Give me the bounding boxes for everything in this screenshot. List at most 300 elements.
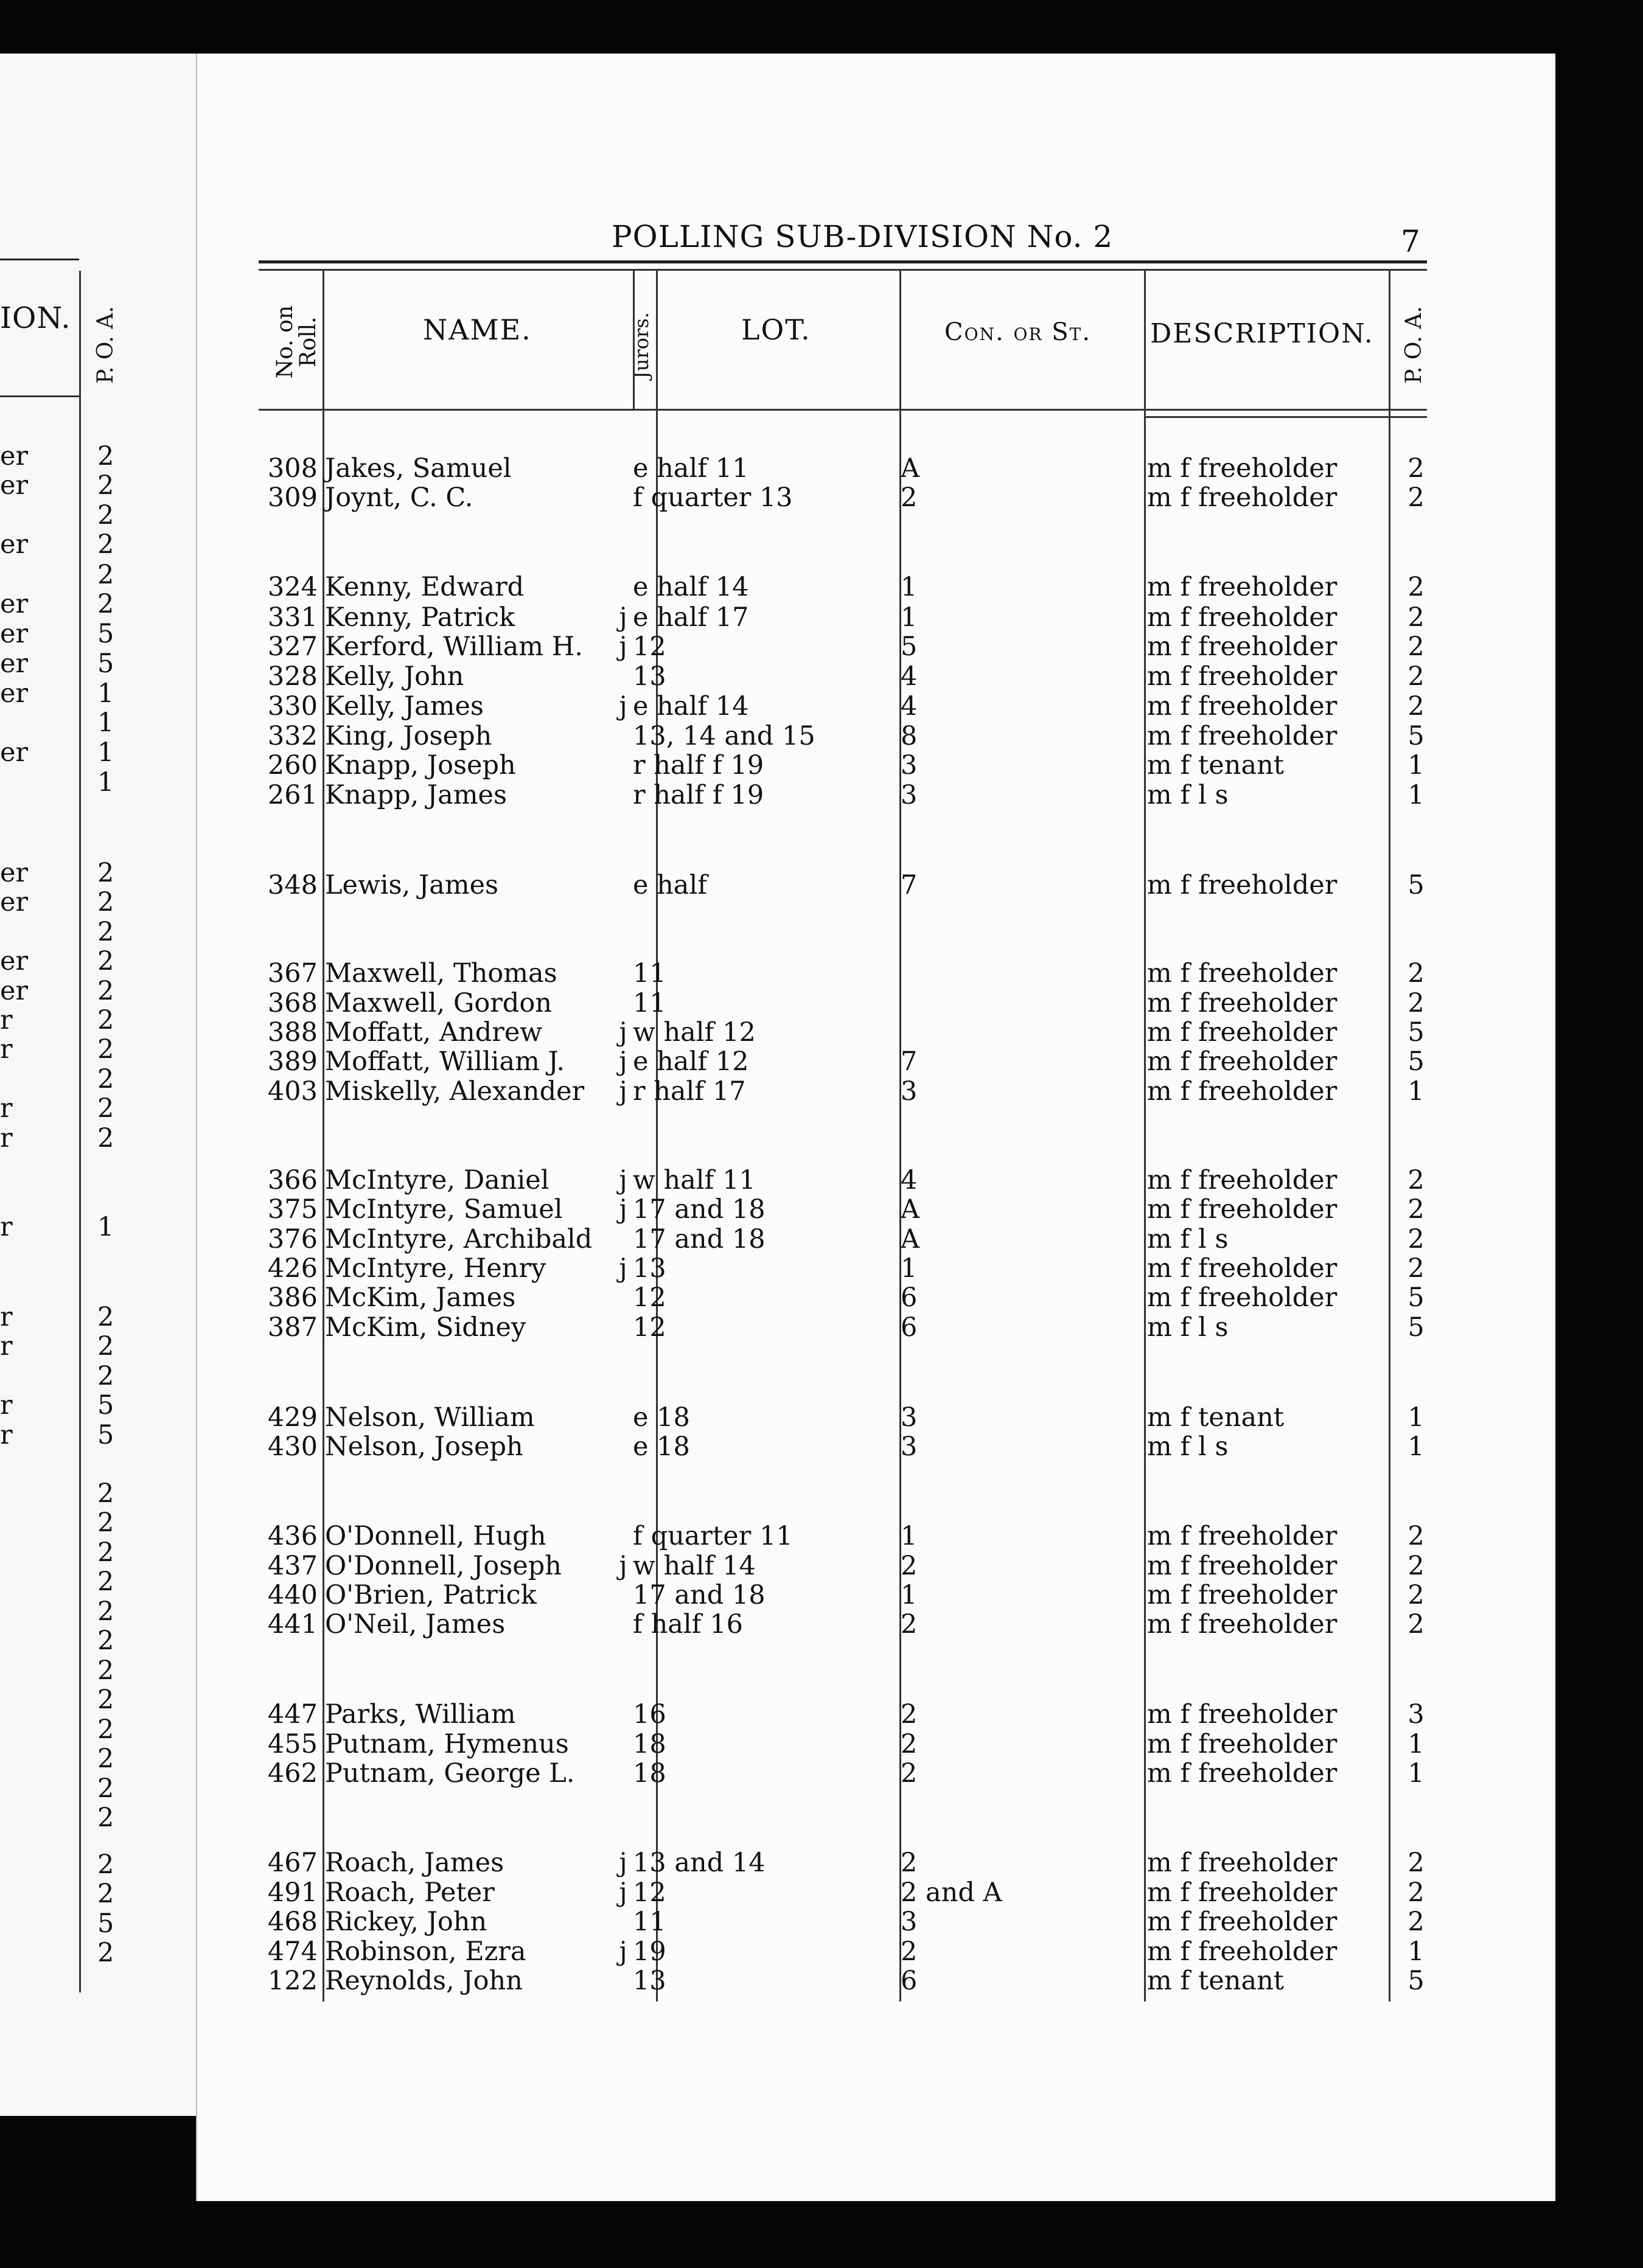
left-poa-value: 2 <box>97 858 114 888</box>
post-office: 1 <box>1408 1402 1425 1433</box>
roll-number: 430 <box>267 1431 318 1462</box>
header-rule-bottom <box>259 269 1427 271</box>
roll-number: 368 <box>267 988 318 1018</box>
concession: 3 <box>901 1076 918 1107</box>
voter-name: Kelly, James <box>325 691 484 722</box>
voter-name: Kenny, Patrick <box>325 602 515 633</box>
juror-mark: j <box>619 1194 627 1225</box>
lot: e half 11 <box>633 453 749 484</box>
description: m f freeholder <box>1147 1729 1338 1759</box>
table-row <box>196 1699 1443 1730</box>
post-office: 2 <box>1408 602 1425 633</box>
post-office: 1 <box>1408 1076 1425 1107</box>
left-desc-fragment: er <box>0 470 29 501</box>
left-poa-value: 5 <box>97 1420 114 1450</box>
lot: e half 17 <box>633 602 749 633</box>
description: m f tenant <box>1147 750 1285 781</box>
concession: 2 <box>901 1758 918 1789</box>
lot: 17 and 18 <box>633 1580 766 1610</box>
voter-name: Roach, Peter <box>325 1877 495 1908</box>
concession: 1 <box>901 602 918 633</box>
column-header-rule-2 <box>1144 416 1427 418</box>
post-office: 1 <box>1408 1758 1425 1789</box>
juror-mark: j <box>619 1076 627 1107</box>
post-office: 2 <box>1408 482 1425 513</box>
lot: 12 <box>633 631 666 662</box>
post-office: 1 <box>1408 1936 1425 1967</box>
description: m f freeholder <box>1147 661 1338 692</box>
lot: e 18 <box>633 1431 690 1462</box>
left-poa-value: 2 <box>97 1064 114 1094</box>
left-desc-fragment: r <box>0 1390 13 1421</box>
left-desc-fragment: er <box>0 441 29 471</box>
voter-name: Nelson, William <box>325 1402 535 1433</box>
description: m f freeholder <box>1147 1017 1338 1048</box>
concession: 1 <box>901 572 918 602</box>
voter-name: O'Donnell, Hugh <box>325 1521 546 1551</box>
roll-number: 309 <box>267 482 318 513</box>
lot: f quarter 11 <box>633 1521 793 1551</box>
lot: w half 14 <box>633 1551 756 1581</box>
roll-number: 403 <box>267 1076 318 1107</box>
concession: 3 <box>901 1402 918 1433</box>
left-top-rule <box>0 259 79 260</box>
left-poa-value: 5 <box>97 649 114 679</box>
description: m f freeholder <box>1147 631 1338 662</box>
concession: 2 and A <box>901 1877 1002 1908</box>
table-row <box>196 1194 1443 1225</box>
left-desc-fragment: er <box>0 589 29 619</box>
description: m f freeholder <box>1147 1758 1338 1789</box>
table-row <box>196 1282 1443 1313</box>
post-office: 1 <box>1408 780 1425 810</box>
left-poa-value: 5 <box>97 1390 114 1421</box>
voter-name: Kelly, John <box>325 661 464 692</box>
roll-number: 367 <box>267 958 318 989</box>
voter-name: Kerford, William H. <box>325 631 583 662</box>
table-row <box>196 602 1443 633</box>
roll-number: 324 <box>267 572 318 602</box>
voter-name: O'Brien, Patrick <box>325 1580 537 1610</box>
juror-mark: j <box>619 1877 627 1908</box>
post-office: 2 <box>1408 1907 1425 1937</box>
lot: 13 <box>633 1253 666 1284</box>
left-desc-header: ION. <box>0 301 71 335</box>
column-header-rule <box>259 409 1427 411</box>
concession: 1 <box>901 1253 918 1284</box>
table-row <box>196 1046 1443 1077</box>
table-row <box>196 1551 1443 1581</box>
col-lot-header: LOT. <box>741 313 811 346</box>
post-office: 2 <box>1408 572 1425 602</box>
left-poa-value: 2 <box>97 1567 114 1597</box>
lot: 11 <box>633 988 666 1018</box>
roll-number: 389 <box>267 1046 318 1077</box>
juror-mark: j <box>619 691 627 722</box>
left-poa-value: 2 <box>97 441 114 471</box>
post-office: 2 <box>1408 958 1425 989</box>
description: m f freeholder <box>1147 453 1338 484</box>
roll-number: 308 <box>267 453 318 484</box>
post-office: 3 <box>1408 1699 1425 1730</box>
post-office: 1 <box>1408 1729 1425 1759</box>
post-office: 5 <box>1408 1046 1425 1077</box>
roll-number: 437 <box>267 1551 318 1581</box>
juror-mark: j <box>619 1017 627 1048</box>
left-poa-value: 1 <box>97 767 114 798</box>
lot: e half 14 <box>633 572 749 602</box>
left-desc-fragment: er <box>0 678 29 709</box>
post-office: 2 <box>1408 988 1425 1018</box>
voter-name: O'Donnell, Joseph <box>325 1551 562 1581</box>
concession: 4 <box>901 691 918 722</box>
juror-mark: j <box>619 1253 627 1284</box>
description: m f freeholder <box>1147 1282 1338 1313</box>
lot: 12 <box>633 1312 666 1343</box>
left-poa-value: 2 <box>97 1093 114 1124</box>
col-name-header: NAME. <box>423 313 532 346</box>
left-poa-value: 5 <box>97 1908 114 1939</box>
col-description-header: DESCRIPTION. <box>1150 318 1374 349</box>
roll-number: 122 <box>267 1966 318 1996</box>
post-office: 5 <box>1408 721 1425 751</box>
left-poa-value: 2 <box>97 946 114 976</box>
concession: 2 <box>901 1936 918 1967</box>
description: m f freeholder <box>1147 1521 1338 1551</box>
lot: 11 <box>633 958 666 989</box>
post-office: 2 <box>1408 1848 1425 1878</box>
left-poa-value: 2 <box>97 500 114 530</box>
concession: 1 <box>901 1521 918 1551</box>
left-desc-fragment: r <box>0 1005 13 1035</box>
lot: 13, 14 and 15 <box>633 721 815 751</box>
lot: f quarter 13 <box>633 482 793 513</box>
col-con-header: Con. or St. <box>944 318 1092 346</box>
table-row <box>196 988 1443 1018</box>
left-poa-value: 2 <box>97 1302 114 1332</box>
left-poa-value: 1 <box>97 737 114 768</box>
roll-number: 388 <box>267 1017 318 1048</box>
lot: e half 12 <box>633 1046 749 1077</box>
left-poa-value: 2 <box>97 560 114 590</box>
left-desc-fragment: r <box>0 1123 13 1153</box>
post-office: 2 <box>1408 1224 1425 1254</box>
left-poa-value: 2 <box>97 1005 114 1035</box>
concession: 6 <box>901 1282 918 1313</box>
voter-name: McIntyre, Daniel <box>325 1165 549 1195</box>
lot: 17 and 18 <box>633 1194 766 1225</box>
left-desc-fragment: r <box>0 1331 13 1362</box>
roll-number: 375 <box>267 1194 318 1225</box>
left-desc-fragment: r <box>0 1212 13 1242</box>
roll-number: 426 <box>267 1253 318 1284</box>
roll-number: 467 <box>267 1848 318 1878</box>
description: m f freeholder <box>1147 602 1338 633</box>
lot: 18 <box>633 1729 666 1759</box>
post-office: 2 <box>1408 661 1425 692</box>
left-desc-fragment: er <box>0 737 29 768</box>
table-row <box>196 1224 1443 1254</box>
juror-mark: j <box>619 1936 627 1967</box>
post-office: 2 <box>1408 453 1425 484</box>
header-rule-top <box>259 260 1427 263</box>
lot: 18 <box>633 1758 666 1789</box>
concession: 6 <box>901 1312 918 1343</box>
voter-name: Reynolds, John <box>325 1966 523 1996</box>
voter-name: Knapp, James <box>325 780 508 810</box>
roll-number: 376 <box>267 1224 318 1254</box>
juror-mark: j <box>619 602 627 633</box>
description: m f freeholder <box>1147 1699 1338 1730</box>
post-office: 2 <box>1408 1194 1425 1225</box>
description: m f freeholder <box>1147 1165 1338 1195</box>
table-row <box>196 1253 1443 1284</box>
lot: 13 and 14 <box>633 1848 766 1878</box>
left-poa-value: 2 <box>97 887 114 917</box>
concession: 4 <box>901 661 918 692</box>
concession: 2 <box>901 1609 918 1640</box>
table-row <box>196 1017 1443 1048</box>
left-poa-value: 2 <box>97 1879 114 1909</box>
roll-number: 474 <box>267 1936 318 1967</box>
voter-name: McIntyre, Archibald <box>325 1224 593 1254</box>
left-poa-value: 2 <box>97 470 114 501</box>
post-office: 1 <box>1408 750 1425 781</box>
lot: 19 <box>633 1936 666 1967</box>
table-row <box>196 691 1443 722</box>
concession: 2 <box>901 482 918 513</box>
roll-number: 440 <box>267 1580 318 1610</box>
description: m f tenant <box>1147 1966 1285 1996</box>
post-office: 2 <box>1408 1253 1425 1284</box>
description: m f l s <box>1147 1431 1229 1462</box>
table-row <box>196 1580 1443 1610</box>
left-poa-value: 2 <box>97 589 114 619</box>
left-poa-value: 2 <box>97 1744 114 1774</box>
concession: 4 <box>901 1165 918 1195</box>
description: m f freeholder <box>1147 1253 1338 1284</box>
voter-name: Nelson, Joseph <box>325 1431 523 1462</box>
description: m f l s <box>1147 780 1229 810</box>
juror-mark: j <box>619 631 627 662</box>
lot: w half 12 <box>633 1017 756 1048</box>
table-row <box>196 1165 1443 1195</box>
lot: 16 <box>633 1699 666 1730</box>
left-poa-value: 2 <box>97 1537 114 1568</box>
description: m f freeholder <box>1147 1076 1338 1107</box>
page-number: 7 <box>1401 224 1421 259</box>
roll-number: 462 <box>267 1758 318 1789</box>
lot: 11 <box>633 1907 666 1937</box>
left-desc-fragment: er <box>0 529 29 560</box>
post-office: 2 <box>1408 1877 1425 1908</box>
table-row <box>196 1907 1443 1937</box>
voter-name: O'Neil, James <box>325 1609 506 1640</box>
roll-number: 441 <box>267 1609 318 1640</box>
left-poa-value: 2 <box>97 976 114 1006</box>
left-poa-value: 2 <box>97 1626 114 1656</box>
table-row <box>196 1848 1443 1878</box>
lot: e half <box>633 870 708 900</box>
description: m f l s <box>1147 1224 1229 1254</box>
description: m f freeholder <box>1147 482 1338 513</box>
table-row <box>196 1877 1443 1908</box>
table-row <box>196 750 1443 781</box>
description: m f l s <box>1147 1312 1229 1343</box>
description: m f freeholder <box>1147 721 1338 751</box>
voter-name: Miskelly, Alexander <box>325 1076 585 1107</box>
description: m f freeholder <box>1147 1936 1338 1967</box>
left-poa-value: 2 <box>97 1773 114 1804</box>
left-desc-fragment: er <box>0 649 29 679</box>
roll-number: 332 <box>267 721 318 751</box>
roll-number: 331 <box>267 602 318 633</box>
voter-name: Rickey, John <box>325 1907 487 1937</box>
voter-name: McIntyre, Samuel <box>325 1194 563 1225</box>
left-poa-value: 2 <box>97 917 114 947</box>
description: m f freeholder <box>1147 572 1338 602</box>
voter-name: McIntyre, Henry <box>325 1253 546 1284</box>
roll-number: 447 <box>267 1699 318 1730</box>
lot: r half f 19 <box>633 780 764 810</box>
roll-number: 386 <box>267 1282 318 1313</box>
roll-number: 429 <box>267 1402 318 1433</box>
description: m f freeholder <box>1147 1551 1338 1581</box>
voter-name: Maxwell, Gordon <box>325 988 552 1018</box>
left-poa-value: 2 <box>97 1123 114 1153</box>
page-title: POLLING SUB-DIVISION No. 2 <box>612 219 1114 254</box>
description: m f freeholder <box>1147 1046 1338 1077</box>
left-poa-value: 2 <box>97 529 114 560</box>
voter-name: Knapp, Joseph <box>325 750 516 781</box>
table-row <box>196 482 1443 513</box>
left-poa-value: 1 <box>97 1212 114 1242</box>
col-no-on-roll-header: No. on Roll. <box>273 305 321 379</box>
left-header-rule <box>0 395 79 397</box>
table-row <box>196 661 1443 692</box>
concession: 2 <box>901 1699 918 1730</box>
lot: e 18 <box>633 1402 690 1433</box>
post-office: 5 <box>1408 1966 1425 1996</box>
voter-name: Putnam, George L. <box>325 1758 575 1789</box>
table-row <box>196 631 1443 662</box>
roll-number: 348 <box>267 870 318 900</box>
left-poa-value: 1 <box>97 708 114 738</box>
concession: 3 <box>901 1431 918 1462</box>
lot: 12 <box>633 1877 666 1908</box>
table-row <box>196 453 1443 484</box>
juror-mark: j <box>619 1165 627 1195</box>
left-desc-fragment: er <box>0 946 29 976</box>
left-poa-value: 2 <box>97 1596 114 1627</box>
lot: 13 <box>633 1966 666 1996</box>
voter-name: Maxwell, Thomas <box>325 958 557 989</box>
left-poa-value: 2 <box>97 1803 114 1833</box>
left-poa-value: 2 <box>97 1849 114 1880</box>
left-poa-value: 2 <box>97 1714 114 1745</box>
left-poa-value: 2 <box>97 1034 114 1065</box>
voter-name: Putnam, Hymenus <box>325 1729 569 1759</box>
lot: e half 14 <box>633 691 749 722</box>
left-poa-value: 2 <box>97 1685 114 1715</box>
table-row <box>196 870 1443 900</box>
voter-name: Jakes, Samuel <box>325 453 512 484</box>
post-office: 5 <box>1408 1282 1425 1313</box>
concession: 3 <box>901 750 918 781</box>
table-row <box>196 1936 1443 1967</box>
table-row <box>196 1402 1443 1433</box>
post-office: 1 <box>1408 1431 1425 1462</box>
left-poa-value: 2 <box>97 1331 114 1362</box>
voter-name: Joynt, C. C. <box>325 482 473 513</box>
concession: 5 <box>901 631 918 662</box>
concession: 2 <box>901 1848 918 1878</box>
concession: A <box>901 453 920 484</box>
post-office: 2 <box>1408 691 1425 722</box>
lot: r half f 19 <box>633 750 764 781</box>
left-poa-value: 2 <box>97 1478 114 1509</box>
left-poa-value: 2 <box>97 1361 114 1391</box>
lot: f half 16 <box>633 1609 743 1640</box>
left-desc-fragment: er <box>0 887 29 917</box>
voter-name: Parks, William <box>325 1699 516 1730</box>
concession: 7 <box>901 1046 918 1077</box>
post-office: 2 <box>1408 1521 1425 1551</box>
juror-mark: j <box>619 1848 627 1878</box>
table-row <box>196 1076 1443 1107</box>
roll-number: 468 <box>267 1907 318 1937</box>
voter-name: Kenny, Edward <box>325 572 525 602</box>
concession: 1 <box>901 1580 918 1610</box>
left-poa-value: 1 <box>97 678 114 709</box>
voter-name: Robinson, Ezra <box>325 1936 526 1967</box>
table-row <box>196 1609 1443 1640</box>
concession: 2 <box>901 1729 918 1759</box>
concession: 6 <box>901 1966 918 1996</box>
description: m f freeholder <box>1147 1609 1338 1640</box>
description: m f freeholder <box>1147 691 1338 722</box>
table-row <box>196 1431 1443 1462</box>
roll-number: 366 <box>267 1165 318 1195</box>
roll-number: 491 <box>267 1877 318 1908</box>
juror-mark: j <box>619 1551 627 1581</box>
table-row <box>196 780 1443 810</box>
table-row <box>196 1312 1443 1343</box>
table-row <box>196 1729 1443 1759</box>
concession: 3 <box>901 780 918 810</box>
left-desc-fragment: er <box>0 619 29 649</box>
concession: 2 <box>901 1551 918 1581</box>
concession: A <box>901 1224 920 1254</box>
post-office: 5 <box>1408 870 1425 900</box>
table-row <box>196 1966 1443 1996</box>
roll-number: 330 <box>267 691 318 722</box>
roll-number: 261 <box>267 780 318 810</box>
roll-number: 327 <box>267 631 318 662</box>
juror-mark: j <box>619 1046 627 1077</box>
left-col-divider <box>79 271 81 1992</box>
roll-number: 328 <box>267 661 318 692</box>
concession: 3 <box>901 1907 918 1937</box>
voter-name: McKim, Sidney <box>325 1312 526 1343</box>
voter-name: Moffatt, Andrew <box>325 1017 543 1048</box>
description: m f freeholder <box>1147 1580 1338 1610</box>
lot: w half 11 <box>633 1165 756 1195</box>
voter-name: Roach, James <box>325 1848 504 1878</box>
left-desc-fragment: r <box>0 1302 13 1332</box>
left-desc-fragment: er <box>0 858 29 888</box>
left-poa-header: P. O. A. <box>93 306 118 384</box>
